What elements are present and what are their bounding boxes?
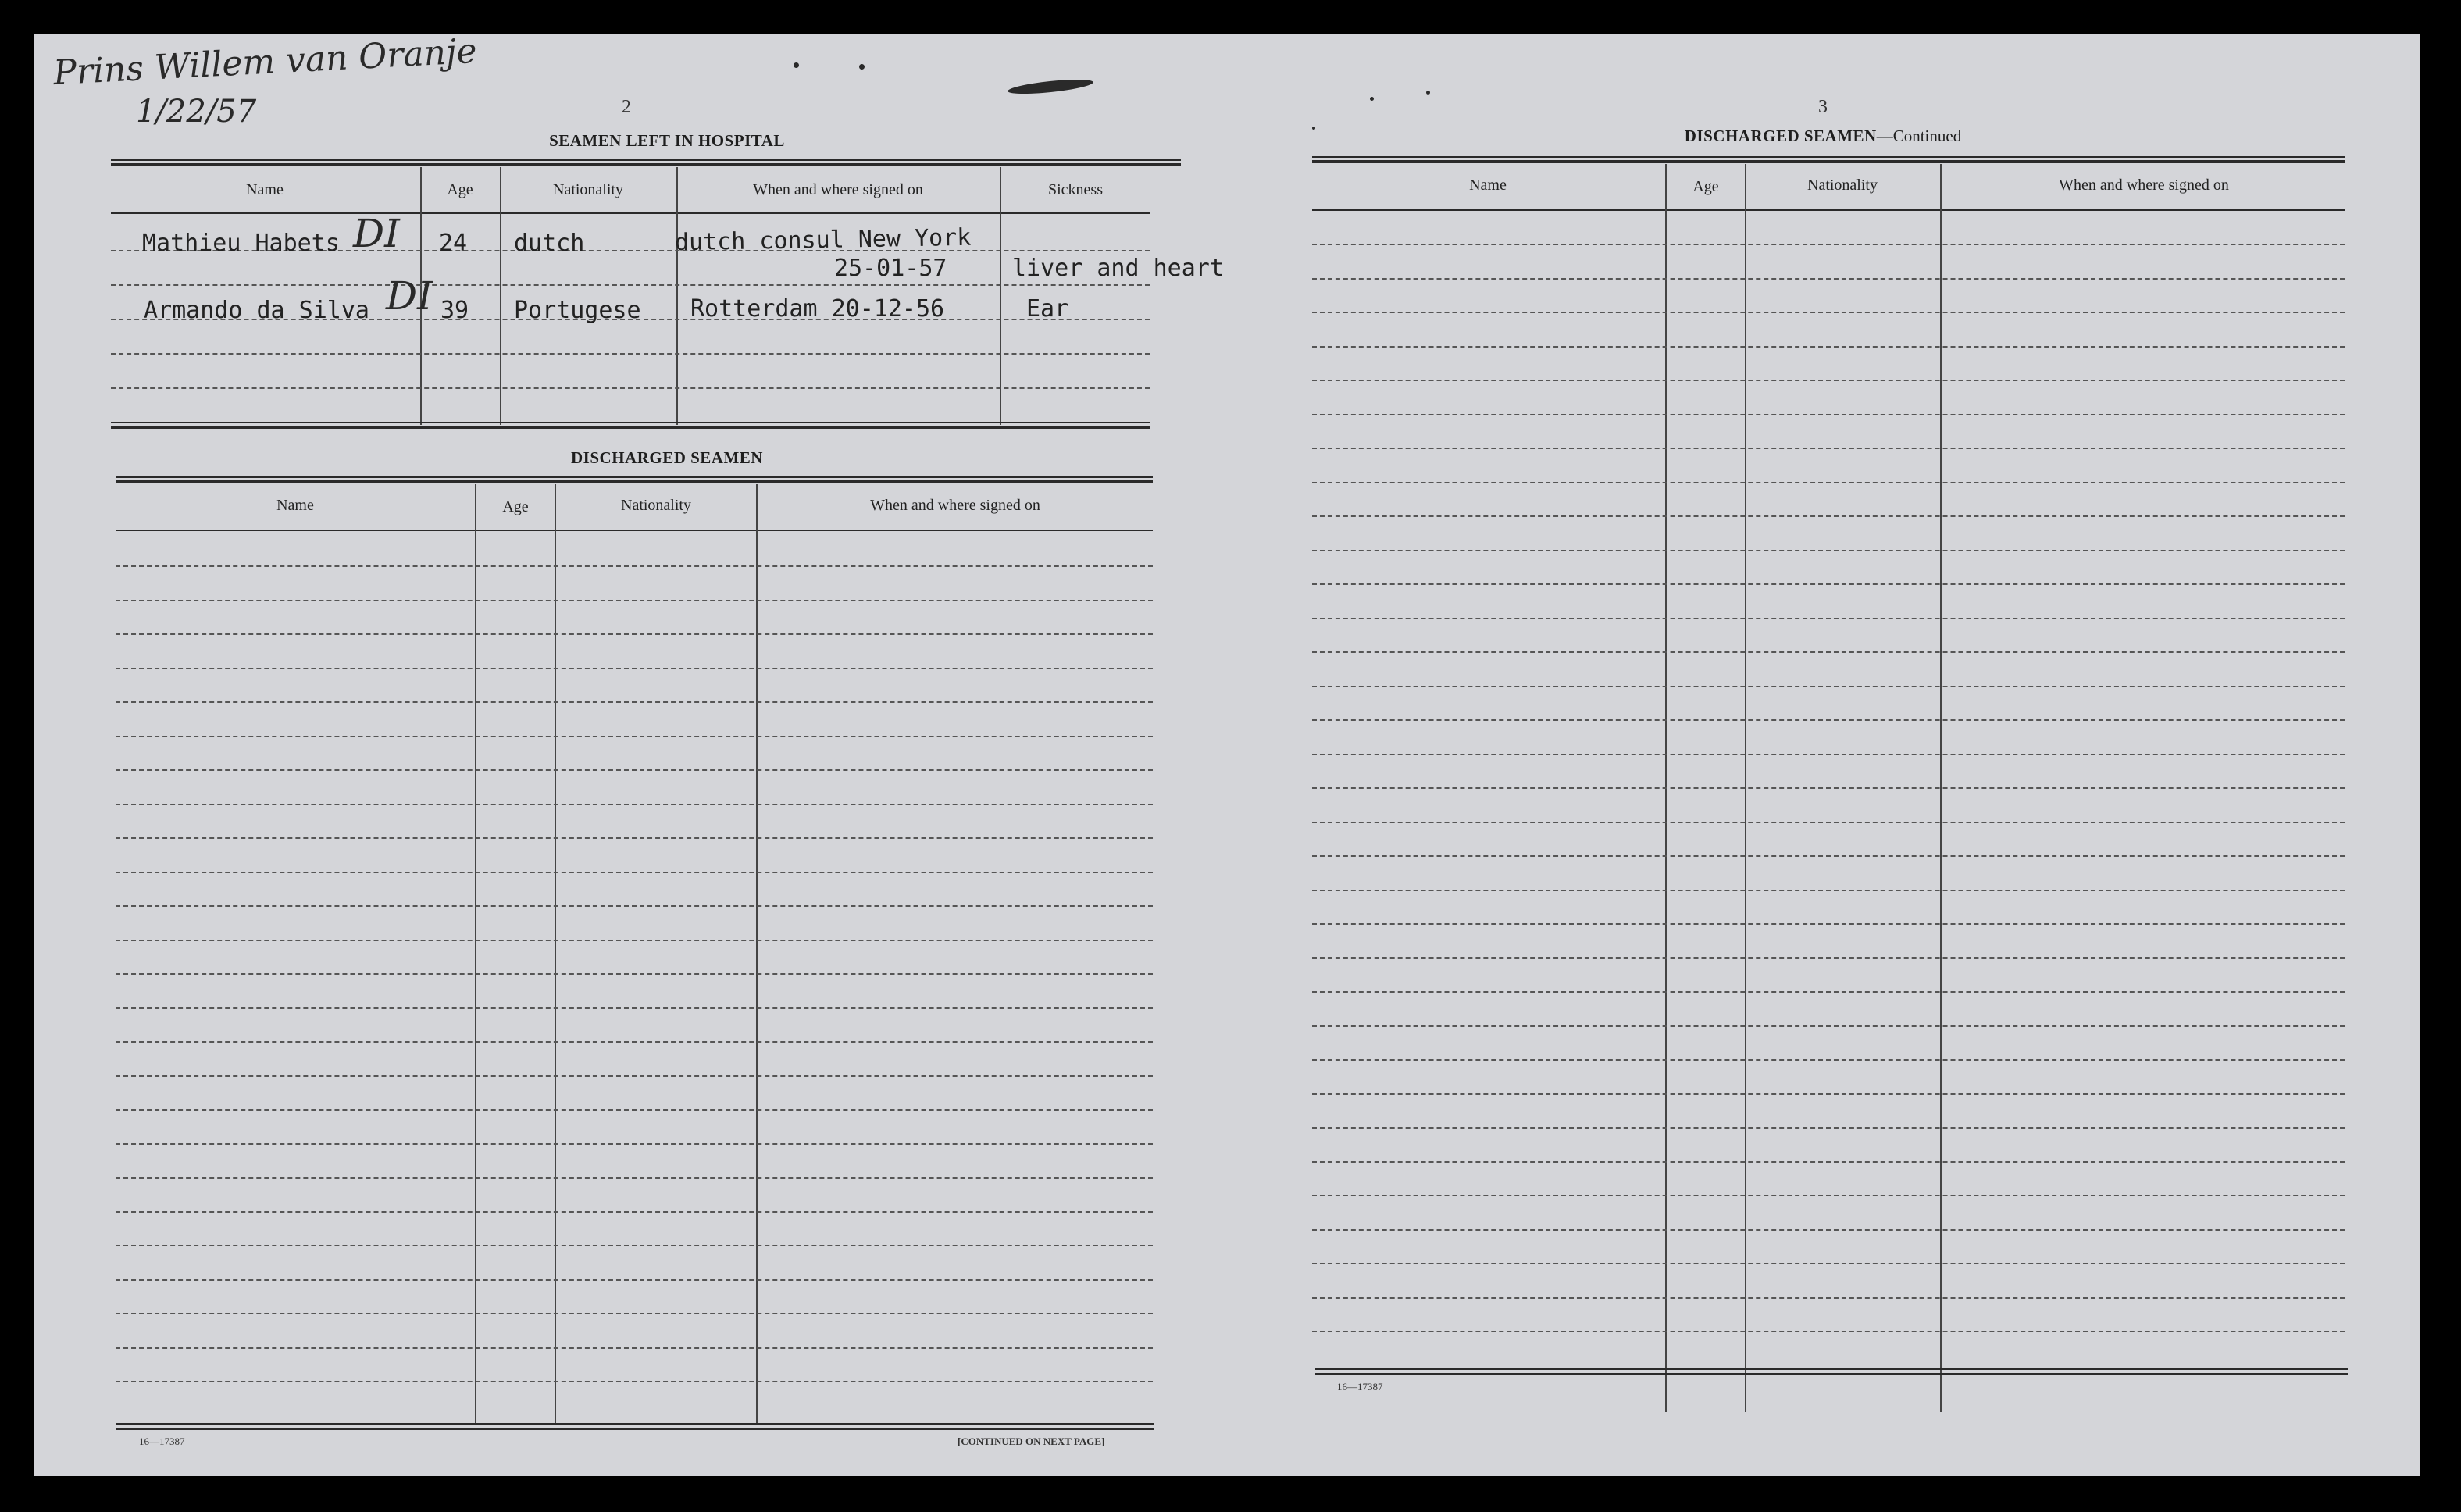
discharged-title: DISCHARGED SEAMEN xyxy=(571,448,763,467)
row-line xyxy=(1312,244,2345,245)
handwritten-date: 1/22/57 xyxy=(136,94,257,130)
hospital-row2-sickness: Ear xyxy=(1026,295,1069,323)
rule xyxy=(1312,209,2345,211)
row-line xyxy=(1312,550,2345,551)
row-line xyxy=(1312,278,2345,280)
hospital-row1-age: 24 xyxy=(439,230,468,257)
row-line xyxy=(116,1109,1153,1111)
row-line xyxy=(1312,719,2345,721)
rule xyxy=(116,1423,1154,1425)
row-line xyxy=(1312,1195,2345,1196)
row-line xyxy=(116,1381,1153,1382)
handwritten-ship-name: Prins Willem van Oranje xyxy=(52,30,478,94)
row-line xyxy=(1312,923,2345,925)
row-line xyxy=(1312,991,2345,993)
row-line xyxy=(116,973,1153,975)
discharged-header-signed-on: When and where signed on xyxy=(870,497,1040,514)
row-line xyxy=(1312,1161,2345,1163)
row-line xyxy=(1312,890,2345,891)
column-divider xyxy=(1000,167,1001,425)
row-line xyxy=(1312,448,2345,449)
row-line xyxy=(1312,686,2345,687)
rule xyxy=(116,480,1153,483)
ink-speck xyxy=(1426,91,1430,94)
rule xyxy=(116,530,1153,531)
hospital-header-name: Name xyxy=(246,181,284,198)
hospital-header-nationality: Nationality xyxy=(553,181,623,198)
discharged-header-nationality: Nationality xyxy=(621,497,691,514)
row-line xyxy=(111,284,1150,286)
row-line xyxy=(116,1007,1153,1009)
column-divider xyxy=(475,484,476,1425)
hospital-row1-sickness: liver and heart xyxy=(1012,255,1224,282)
ink-smudge xyxy=(1008,77,1094,96)
rule xyxy=(116,476,1153,478)
row-line xyxy=(116,1347,1153,1349)
hospital-row2-age: 39 xyxy=(440,297,469,324)
row-line xyxy=(1312,583,2345,585)
column-divider xyxy=(676,167,678,425)
row-line xyxy=(1312,1263,2345,1264)
hospital-row2-signed-on: Rotterdam 20-12-56 xyxy=(690,295,945,323)
discharged-header-age: Age xyxy=(502,498,529,515)
hospital-row2-mark: DI xyxy=(386,273,433,319)
rule xyxy=(1315,1373,2348,1375)
row-line xyxy=(1312,957,2345,959)
hospital-row2-nationality: Portugese xyxy=(514,297,641,324)
form-number-right: 16—17387 xyxy=(1337,1381,1383,1393)
row-line xyxy=(116,668,1153,669)
row-line xyxy=(1312,651,2345,653)
row-line xyxy=(111,387,1150,389)
row-line xyxy=(116,600,1153,601)
row-line xyxy=(1312,787,2345,789)
right-header-signed-on: When and where signed on xyxy=(2059,177,2229,194)
row-line xyxy=(116,1211,1153,1213)
row-line xyxy=(1312,515,2345,517)
hospital-row1-signed-on: dutch consul New York xyxy=(674,223,972,257)
hospital-header-age: Age xyxy=(447,181,473,198)
discharged-continued-title xyxy=(1635,127,2010,146)
row-line xyxy=(1312,346,2345,348)
row-line xyxy=(1312,1025,2345,1027)
row-line xyxy=(116,1177,1153,1179)
row-line xyxy=(116,804,1153,805)
row-line xyxy=(116,1075,1153,1077)
rule xyxy=(1312,156,2345,158)
rule xyxy=(116,1428,1154,1430)
hospital-row1-nationality: dutch xyxy=(514,230,585,257)
row-line xyxy=(116,905,1153,907)
rule xyxy=(1315,1368,2348,1370)
column-divider xyxy=(555,484,556,1425)
row-line xyxy=(116,1041,1153,1043)
ink-speck xyxy=(794,62,799,68)
row-line xyxy=(111,353,1150,355)
row-line xyxy=(1312,1331,2345,1332)
rule xyxy=(111,159,1181,161)
discharged-continued-title-suffix: —Continued xyxy=(1876,127,1962,145)
row-line xyxy=(116,769,1153,771)
column-divider xyxy=(500,167,501,425)
rule xyxy=(1312,160,2345,163)
discharged-continued-title-main: DISCHARGED SEAMEN xyxy=(1684,127,1877,145)
page-number-left: 2 xyxy=(622,97,631,117)
row-line xyxy=(116,940,1153,941)
row-line xyxy=(1312,618,2345,619)
right-header-name: Name xyxy=(1469,177,1507,194)
row-line xyxy=(116,1245,1153,1246)
hospital-header-signed-on: When and where signed on xyxy=(753,181,923,198)
row-line xyxy=(116,837,1153,839)
row-line xyxy=(1312,380,2345,381)
hospital-header-sickness: Sickness xyxy=(1048,181,1103,198)
column-divider xyxy=(756,484,758,1425)
hospital-row1-date: 25-01-57 xyxy=(834,255,947,282)
discharged-header-name: Name xyxy=(276,497,314,514)
row-line xyxy=(116,565,1153,567)
rule xyxy=(111,212,1150,214)
hospital-row1-name: Mathieu Habets xyxy=(142,230,340,257)
document-sheet xyxy=(34,30,2420,1476)
form-number-left: 16—17387 xyxy=(139,1435,185,1447)
row-line xyxy=(116,1313,1153,1314)
right-header-age: Age xyxy=(1692,178,1719,195)
row-line xyxy=(1312,855,2345,857)
row-line xyxy=(1312,1059,2345,1061)
rule xyxy=(111,163,1181,166)
page-number-right: 3 xyxy=(1818,97,1828,117)
ink-speck xyxy=(1370,97,1374,101)
row-line xyxy=(116,736,1153,737)
row-line xyxy=(1312,1127,2345,1129)
hospital-row1-mark: DI xyxy=(353,211,400,256)
row-line xyxy=(116,872,1153,873)
row-line xyxy=(116,1143,1153,1145)
hospital-row2-name: Armando da Silva xyxy=(144,297,369,324)
ink-speck xyxy=(1312,127,1315,130)
right-header-nationality: Nationality xyxy=(1807,177,1878,194)
rule xyxy=(111,426,1150,429)
row-line xyxy=(1312,822,2345,823)
row-line xyxy=(1312,1093,2345,1095)
row-line xyxy=(1312,1297,2345,1299)
row-line xyxy=(116,701,1153,703)
row-line xyxy=(116,633,1153,635)
row-line xyxy=(1312,312,2345,313)
ink-speck xyxy=(859,64,865,70)
row-line xyxy=(1312,414,2345,415)
hospital-title: SEAMEN LEFT IN HOSPITAL xyxy=(549,131,785,150)
rule xyxy=(111,422,1150,423)
continued-note: [CONTINUED ON NEXT PAGE] xyxy=(958,1435,1105,1447)
row-line xyxy=(116,1279,1153,1281)
row-line xyxy=(1312,754,2345,755)
row-line xyxy=(1312,1229,2345,1231)
row-line xyxy=(1312,482,2345,483)
